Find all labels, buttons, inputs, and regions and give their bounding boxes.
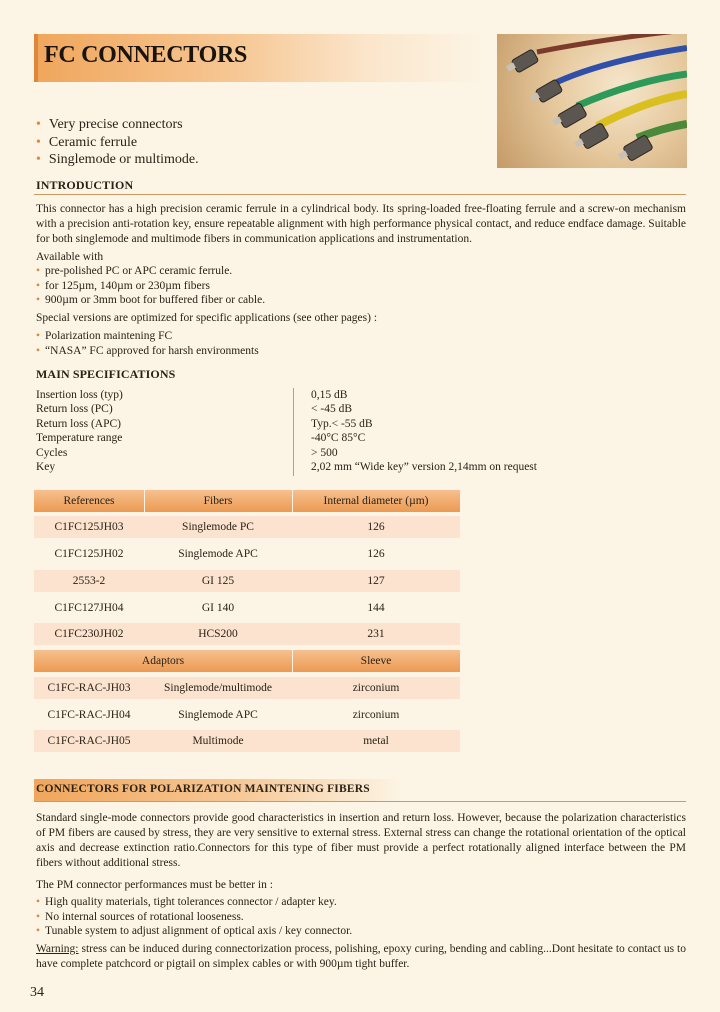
pm-performance-item: • Tunable system to adjust alignment of optical axis / key connector.: [36, 924, 676, 939]
specifications-heading: MAIN SPECIFICATIONS: [36, 367, 176, 381]
pm-section-bar: [34, 779, 400, 801]
table-cell: HCS200: [198, 628, 238, 640]
pm-performance-item: • No internal sources of rotational looseness.: [36, 910, 676, 925]
column-header: References: [63, 495, 115, 507]
table-row: [34, 704, 460, 726]
introduction-heading: INTRODUCTION: [36, 178, 134, 192]
table-cell: 127: [367, 575, 385, 587]
spec-label: Cycles: [36, 446, 68, 459]
table-row: [34, 543, 460, 565]
spec-row: [36, 388, 686, 402]
table-cell: 2553-2: [72, 575, 106, 587]
available-item: • 900µm or 3mm boot for buffered fiber or cable.: [36, 293, 636, 308]
title-bar: [34, 34, 482, 82]
table-cell: C1FC-RAC-JH04: [47, 709, 131, 721]
spec-value: 0,15 dB: [311, 389, 348, 401]
table-cell: C1FC-RAC-JH05: [47, 735, 131, 747]
pm-section-heading: CONNECTORS FOR POLARIZATION MAINTENING FIBERS: [36, 783, 370, 795]
column-header: Adaptors: [141, 655, 185, 667]
spec-label: Key: [36, 461, 56, 473]
available-item: • for 125µm, 140µm or 230µm fibers: [36, 279, 636, 294]
table-cell: Singlemode PC: [182, 521, 254, 533]
table-cell: 126: [367, 521, 385, 533]
table-cell: 144: [367, 602, 385, 614]
table-cell: Singlemode APC: [178, 548, 258, 560]
spec-label: Temperature range: [36, 432, 123, 445]
available-label: Available with: [36, 251, 104, 263]
spec-row: [36, 446, 686, 460]
column-header: Fibers: [203, 495, 233, 507]
table-cell: zirconium: [352, 682, 400, 694]
feature-item: • Very precise connectors: [36, 116, 476, 134]
pm-warning: [36, 942, 686, 972]
spec-row: [36, 460, 686, 474]
spec-value: -40°C 85°C: [311, 432, 366, 445]
pm-performance-item: • High quality materials, tight tolerances connector / adapter key.: [36, 895, 676, 910]
column-header: Sleeve: [360, 655, 392, 667]
special-list: [36, 329, 636, 358]
spec-value: < -45 dB: [311, 403, 352, 416]
spec-label: Return loss (APC): [36, 417, 121, 430]
introduction-rule: [34, 194, 686, 195]
available-list: [36, 264, 636, 308]
table-row: [34, 677, 460, 699]
table-cell: C1FC125JH03: [54, 521, 124, 533]
spec-value: > 500: [311, 446, 338, 459]
table-row: [34, 570, 460, 592]
table-cell: Multimode: [192, 735, 244, 747]
table-cell: C1FC230JH02: [54, 628, 124, 640]
table-row: [34, 597, 460, 619]
feature-list: [36, 116, 476, 169]
pm-paragraph: Standard single-mode connectors provide good characteristics in insertion and return loss. However, because the polarization characteristics of PM fibers are caused by stress, they are very sensitive to external stress. External stress can change the rotational orientation of the optical axis and decrease extinction ratio.Connectors for this type of fiber must provide a perfect rotationally aligned interface between the PM fibers without additional stress.: [36, 812, 686, 869]
spec-row: [36, 402, 686, 416]
table-row: [34, 730, 460, 752]
table-cell: Singlemode/multimode: [164, 682, 272, 694]
spec-label: Return loss (PC): [36, 403, 113, 416]
title-accent: [34, 34, 38, 82]
table-cell: GI 140: [201, 602, 235, 614]
product-photo: [497, 34, 687, 168]
spec-value: Typ.< -55 dB: [311, 417, 373, 430]
spec-value: 2,02 mm “Wide key” version 2,14mm on request: [311, 461, 537, 473]
table-cell: 126: [367, 548, 385, 560]
specifications-list: [36, 388, 686, 478]
available-item: • pre-polished PC or APC ceramic ferrule.: [36, 264, 636, 279]
fc-connectors-illustration: [497, 34, 687, 168]
pm-performance-label: The PM connector performances must be better in :: [36, 879, 273, 891]
table-cell: 231: [367, 628, 385, 640]
special-item: • Polarization maintening FC: [36, 329, 636, 344]
table-cell: Singlemode APC: [178, 709, 258, 721]
page-number: 34: [30, 985, 44, 1000]
spec-row: [36, 431, 686, 445]
introduction-paragraph: This connector has a high precision ceramic ferrule in a cylindrical body. Its spring-loaded free-floating ferrule and a screw-on mechanism with a precision anti-rotation key, ensure repeatable alignment with high performance physical contact, and reduce endface damage. Suitable for both singlemode and multimode fibers in communication applications and instrumentation.: [36, 203, 686, 245]
special-label: Special versions are optimized for specific applications (see other pages) :: [36, 312, 378, 324]
table-cell: C1FC-RAC-JH03: [47, 682, 131, 694]
column-header: Internal diameter (µm): [323, 495, 429, 507]
page-title: FC CONNECTORS: [44, 42, 248, 68]
table-cell: metal: [363, 735, 389, 747]
feature-item: • Ceramic ferrule: [36, 134, 476, 152]
table-cell: GI 125: [201, 575, 235, 587]
adaptors-header-row: [34, 650, 460, 672]
warning-text: stress can be induced during connectorization process, polishing, epoxy curing, bending and cabling...Dont hesitate to contact us to have complete patchcord or pigtail on simplex cables or with 900µm tight buffer.: [36, 943, 686, 970]
special-item: • “NASA” FC approved for harsh environments: [36, 344, 636, 359]
table-cell: C1FC127JH04: [54, 602, 124, 614]
references-header-row: [34, 490, 460, 512]
table-row: [34, 623, 460, 645]
table-cell: C1FC125JH02: [54, 548, 124, 560]
feature-item: • Singlemode or multimode.: [36, 151, 476, 169]
spec-label: Insertion loss (typ): [36, 389, 123, 401]
table-cell: zirconium: [352, 709, 400, 721]
pm-section-rule: [34, 801, 686, 802]
pm-performance-list: [36, 895, 676, 939]
spec-row: [36, 417, 686, 431]
warning-label: Warning:: [36, 943, 79, 955]
table-row: [34, 516, 460, 538]
